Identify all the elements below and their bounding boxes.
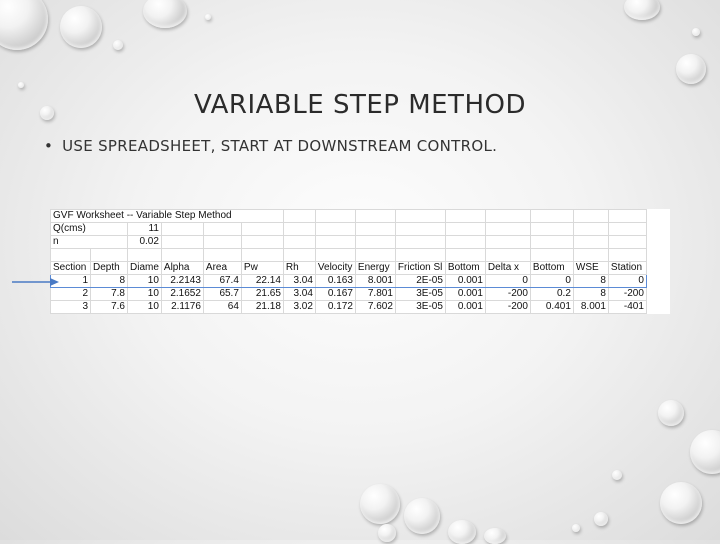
bullet-marker: • bbox=[44, 137, 54, 155]
table-cell: 8 bbox=[573, 288, 608, 301]
empty-cell bbox=[283, 249, 315, 262]
water-drop-decoration bbox=[60, 6, 102, 48]
water-drop-decoration bbox=[612, 470, 622, 480]
column-header-row bbox=[51, 262, 647, 275]
table-cell: 2.1652 bbox=[161, 288, 203, 301]
table-cell: -200 bbox=[485, 301, 530, 314]
table-cell: 3.04 bbox=[283, 275, 315, 288]
empty-cell bbox=[315, 236, 355, 249]
water-drop-decoration bbox=[594, 512, 608, 526]
table-cell: 0.001 bbox=[445, 301, 485, 314]
table-cell: 8 bbox=[573, 275, 608, 288]
table-cell: 3E-05 bbox=[395, 301, 445, 314]
table-cell: 0 bbox=[485, 275, 530, 288]
empty-cell bbox=[573, 210, 608, 223]
table-cell: -401 bbox=[608, 301, 646, 314]
table-cell: 22.14 bbox=[241, 275, 283, 288]
table-cell: 7.8 bbox=[91, 288, 128, 301]
empty-cell bbox=[315, 210, 355, 223]
water-drop-decoration bbox=[0, 0, 48, 50]
parameter-value: 0.02 bbox=[128, 236, 162, 249]
table-row bbox=[51, 301, 647, 314]
table-cell: 0.001 bbox=[445, 275, 485, 288]
water-drop-decoration bbox=[676, 54, 706, 84]
empty-cell bbox=[91, 249, 128, 262]
column-header: WSE bbox=[573, 262, 608, 275]
arrow-right-icon bbox=[12, 276, 60, 288]
table-cell: 7.602 bbox=[355, 301, 395, 314]
empty-cell bbox=[51, 249, 91, 262]
empty-cell bbox=[445, 210, 485, 223]
water-drop-decoration bbox=[658, 400, 684, 426]
empty-cell bbox=[241, 236, 283, 249]
sheet-title-row bbox=[51, 210, 647, 223]
parameter-label: n bbox=[51, 236, 128, 249]
empty-cell bbox=[573, 223, 608, 236]
empty-cell bbox=[203, 249, 241, 262]
empty-cell bbox=[608, 223, 646, 236]
column-header: Station bbox=[608, 262, 646, 275]
column-header: Energy bbox=[355, 262, 395, 275]
table-cell: 0 bbox=[530, 275, 573, 288]
water-drop-decoration bbox=[484, 528, 506, 544]
column-header: Rh bbox=[283, 262, 315, 275]
water-drop-decoration bbox=[692, 28, 700, 36]
parameter-row bbox=[51, 223, 647, 236]
empty-cell bbox=[283, 210, 315, 223]
table-cell: 10 bbox=[128, 275, 162, 288]
slide-title: VARIABLE STEP METHOD bbox=[194, 90, 526, 120]
column-header: Bottom bbox=[530, 262, 573, 275]
empty-cell bbox=[241, 223, 283, 236]
column-header: Friction Sl bbox=[395, 262, 445, 275]
empty-cell bbox=[315, 249, 355, 262]
spreadsheet-excerpt bbox=[50, 209, 670, 314]
empty-cell bbox=[355, 249, 395, 262]
table-cell: 0.163 bbox=[315, 275, 355, 288]
table-cell: 65.7 bbox=[203, 288, 241, 301]
empty-cell bbox=[161, 249, 203, 262]
empty-cell bbox=[445, 223, 485, 236]
empty-cell bbox=[485, 210, 530, 223]
empty-cell bbox=[445, 249, 485, 262]
parameter-label: Q(cms) bbox=[51, 223, 128, 236]
table-cell: 10 bbox=[128, 288, 162, 301]
blank-row bbox=[51, 249, 647, 262]
empty-cell bbox=[315, 223, 355, 236]
empty-cell bbox=[608, 236, 646, 249]
table-cell: 10 bbox=[128, 301, 162, 314]
water-drop-decoration bbox=[404, 498, 440, 534]
empty-cell bbox=[530, 210, 573, 223]
column-header: Velocity bbox=[315, 262, 355, 275]
empty-cell bbox=[355, 210, 395, 223]
sheet-title: GVF Worksheet -- Variable Step Method bbox=[51, 210, 284, 223]
column-header: Pw bbox=[241, 262, 283, 275]
table-cell: 21.18 bbox=[241, 301, 283, 314]
column-header: Diame bbox=[128, 262, 162, 275]
empty-cell bbox=[573, 236, 608, 249]
empty-cell bbox=[161, 223, 203, 236]
table-cell: 8 bbox=[91, 275, 128, 288]
table-cell: 2 bbox=[51, 288, 91, 301]
table-cell: 67.4 bbox=[203, 275, 241, 288]
table-cell: 3 bbox=[51, 301, 91, 314]
table-cell: 7.6 bbox=[91, 301, 128, 314]
empty-cell bbox=[485, 249, 530, 262]
bullet-text: USE SPREADSHEET, START AT DOWNSTREAM CONTROL. bbox=[62, 137, 498, 155]
table-row bbox=[51, 288, 647, 301]
empty-cell bbox=[355, 236, 395, 249]
water-drop-decoration bbox=[572, 524, 580, 532]
table-cell: 0.001 bbox=[445, 288, 485, 301]
table-cell: 0.2 bbox=[530, 288, 573, 301]
table-row bbox=[51, 275, 647, 288]
table-cell: 2E-05 bbox=[395, 275, 445, 288]
empty-cell bbox=[395, 236, 445, 249]
empty-cell bbox=[395, 210, 445, 223]
empty-cell bbox=[128, 249, 162, 262]
table-cell: -200 bbox=[485, 288, 530, 301]
empty-cell bbox=[395, 249, 445, 262]
table-cell: -200 bbox=[608, 288, 646, 301]
empty-cell bbox=[283, 223, 315, 236]
table-cell: 1 bbox=[51, 275, 91, 288]
column-header: Section bbox=[51, 262, 91, 275]
table-cell: 3E-05 bbox=[395, 288, 445, 301]
empty-cell bbox=[530, 236, 573, 249]
water-drop-decoration bbox=[690, 430, 720, 474]
empty-cell bbox=[445, 236, 485, 249]
table-cell: 0 bbox=[608, 275, 646, 288]
empty-cell bbox=[203, 236, 241, 249]
table-cell: 2.2143 bbox=[161, 275, 203, 288]
empty-cell bbox=[203, 223, 241, 236]
column-header: Area bbox=[203, 262, 241, 275]
column-header: Delta x bbox=[485, 262, 530, 275]
table-cell: 0.172 bbox=[315, 301, 355, 314]
empty-cell bbox=[608, 210, 646, 223]
empty-cell bbox=[608, 249, 646, 262]
parameter-value: 11 bbox=[128, 223, 162, 236]
water-drop-decoration bbox=[205, 14, 211, 20]
table-cell: 3.02 bbox=[283, 301, 315, 314]
table-cell: 2.1176 bbox=[161, 301, 203, 314]
table-cell: 7.801 bbox=[355, 288, 395, 301]
empty-cell bbox=[283, 236, 315, 249]
empty-cell bbox=[485, 223, 530, 236]
table-cell: 21.65 bbox=[241, 288, 283, 301]
empty-cell bbox=[485, 236, 530, 249]
table-cell: 0.167 bbox=[315, 288, 355, 301]
table-cell: 8.001 bbox=[573, 301, 608, 314]
empty-cell bbox=[161, 236, 203, 249]
worksheet-table bbox=[50, 209, 647, 314]
table-cell: 3.04 bbox=[283, 288, 315, 301]
water-drop-decoration bbox=[448, 520, 476, 544]
empty-cell bbox=[573, 249, 608, 262]
water-drop-decoration bbox=[624, 0, 660, 20]
empty-cell bbox=[530, 223, 573, 236]
water-drop-decoration bbox=[18, 82, 24, 88]
table-cell: 8.001 bbox=[355, 275, 395, 288]
empty-cell bbox=[355, 223, 395, 236]
empty-cell bbox=[395, 223, 445, 236]
water-drop-decoration bbox=[143, 0, 187, 28]
column-header: Depth bbox=[91, 262, 128, 275]
empty-cell bbox=[241, 249, 283, 262]
water-drop-decoration bbox=[113, 40, 123, 50]
column-header: Alpha bbox=[161, 262, 203, 275]
bullet-item bbox=[44, 137, 497, 155]
water-drop-decoration bbox=[360, 484, 400, 524]
empty-cell bbox=[530, 249, 573, 262]
table-cell: 64 bbox=[203, 301, 241, 314]
water-drop-decoration bbox=[660, 482, 702, 524]
parameter-row bbox=[51, 236, 647, 249]
column-header: Bottom bbox=[445, 262, 485, 275]
table-cell: 0.401 bbox=[530, 301, 573, 314]
water-drop-decoration bbox=[378, 524, 396, 542]
